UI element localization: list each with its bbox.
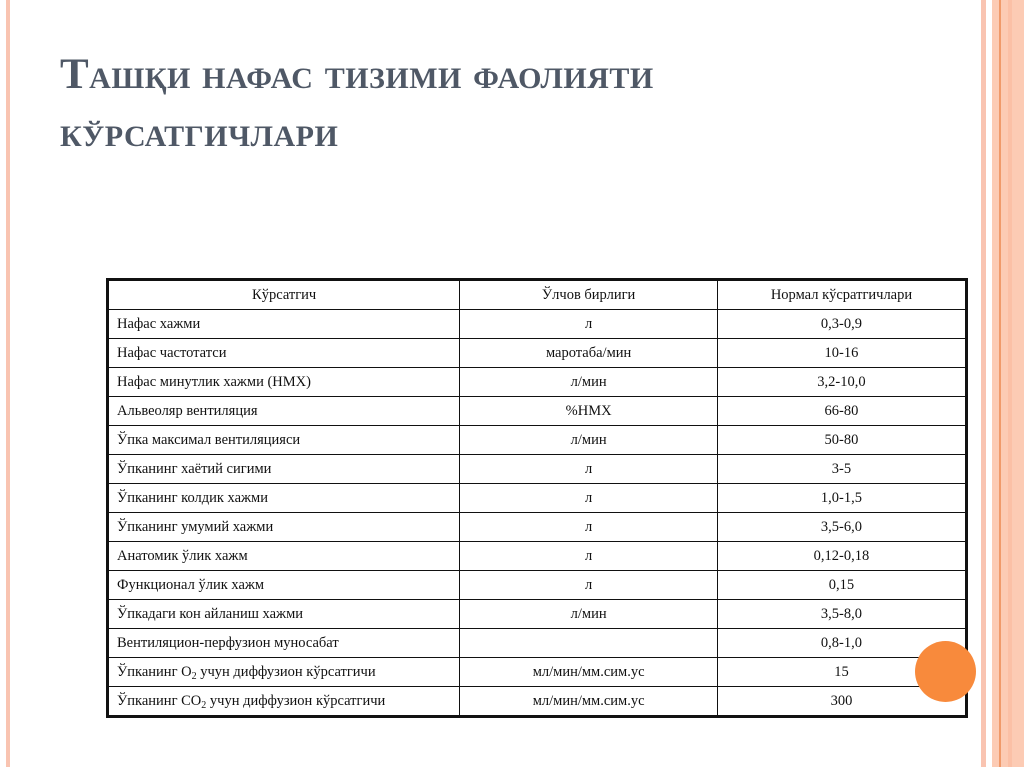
indicator-name-text: Ўпканинг хаётий сигими [117,460,272,477]
indicator-name-text: Нафас минутлик хажми (НМХ) [117,373,311,390]
unit-cell: мл/мин/мм.сим.ус [460,658,718,687]
unit-cell: маротаба/мин [460,339,718,368]
unit-cell: л [460,484,718,513]
norm-cell: 50-80 [717,426,966,455]
slide-title-line-2: кўрсатгичлари [60,109,339,156]
indicator-name [108,484,460,513]
subscript: 2 [191,670,197,682]
right-decor-line [1008,0,1012,767]
norm-cell: 66-80 [717,397,966,426]
norm-cell: 300 [717,687,966,717]
indicator-name [108,397,460,426]
norm-cell: 0,3-0,9 [717,310,966,339]
unit-cell: л/мин [460,600,718,629]
header-unit: Ўлчов бирлиги [460,280,718,310]
unit-cell: л [460,542,718,571]
table-row [108,397,967,426]
table-row [108,571,967,600]
norm-cell: 0,8-1,0 [717,629,966,658]
table-row [108,658,967,687]
indicator-name-text: Ўпканинг СО [117,692,202,709]
norm-cell: 3,2-10,0 [717,368,966,397]
table-row [108,426,967,455]
indicator-name-text: Вентиляцион-перфузион муносабат [117,634,339,651]
indicator-name [108,513,460,542]
norm-cell: 15 [717,658,966,687]
indicator-name [108,600,460,629]
unit-cell: л [460,513,718,542]
table-row [108,368,967,397]
norm-cell: 10-16 [717,339,966,368]
norm-cell: 3-5 [717,455,966,484]
table-row [108,455,967,484]
table-row [108,629,967,658]
indicator-name-text: Ўпканинг колдик хажми [117,489,268,506]
norm-cell: 0,12-0,18 [717,542,966,571]
indicator-name [108,426,460,455]
indicator-name [108,571,460,600]
indicator-name-text: Ўпканинг умумий хажми [117,518,274,535]
norm-cell: 1,0-1,5 [717,484,966,513]
header-indicator: Кўрсатгич [108,280,460,310]
right-decor-line [999,0,1001,767]
indicator-name [108,339,460,368]
table-row [108,687,967,717]
indicator-name [108,687,460,717]
slide-title-line-1: Ташқи нафас тизими фаолияти [60,51,654,98]
indicator-name-suffix: учун диффузион кўрсатгичи [206,692,386,709]
indicator-name-text: Ўпканинг О [117,663,192,680]
unit-cell: л [460,310,718,339]
table-row [108,513,967,542]
indicator-name-text: Функционал ўлик хажм [117,576,265,593]
table-row [108,600,967,629]
indicators-table [106,278,968,718]
indicator-name-text: Нафас хажми [117,315,201,332]
unit-cell: л/мин [460,426,718,455]
indicator-name [108,542,460,571]
left-decor-stripe [6,0,10,767]
table-row [108,339,967,368]
table-row [108,542,967,571]
unit-cell: л/мин [460,368,718,397]
unit-cell: мл/мин/мм.сим.ус [460,687,718,717]
indicator-name [108,658,460,687]
norm-cell: 3,5-6,0 [717,513,966,542]
indicator-name-text: Ўпкадаги кон айланиш хажми [117,605,304,622]
orange-circle-decoration [915,641,976,702]
table-row [108,484,967,513]
unit-cell [460,629,718,658]
slide-title [60,46,940,162]
indicator-name-text: Ўпка максимал вентиляцияси [117,431,301,448]
indicator-name [108,368,460,397]
unit-cell: л [460,571,718,600]
indicator-name-text: Анатомик ўлик хажм [117,547,248,564]
norm-cell: 0,15 [717,571,966,600]
indicator-name-suffix: учун диффузион кўрсатгичи [196,663,376,680]
unit-cell: л [460,455,718,484]
right-decor-stripe [981,0,986,767]
subscript: 2 [201,699,207,711]
table-row [108,310,967,339]
indicator-name [108,455,460,484]
indicator-name-text: Нафас частотатси [117,344,227,361]
indicator-name-text: Альвеоляр вентиляция [117,402,258,419]
unit-cell: %НМХ [460,397,718,426]
norm-cell: 3,5-8,0 [717,600,966,629]
header-norm: Нормал кўсратгичлари [717,280,966,310]
indicator-name [108,629,460,658]
table-header-row [108,280,967,310]
indicator-name [108,310,460,339]
